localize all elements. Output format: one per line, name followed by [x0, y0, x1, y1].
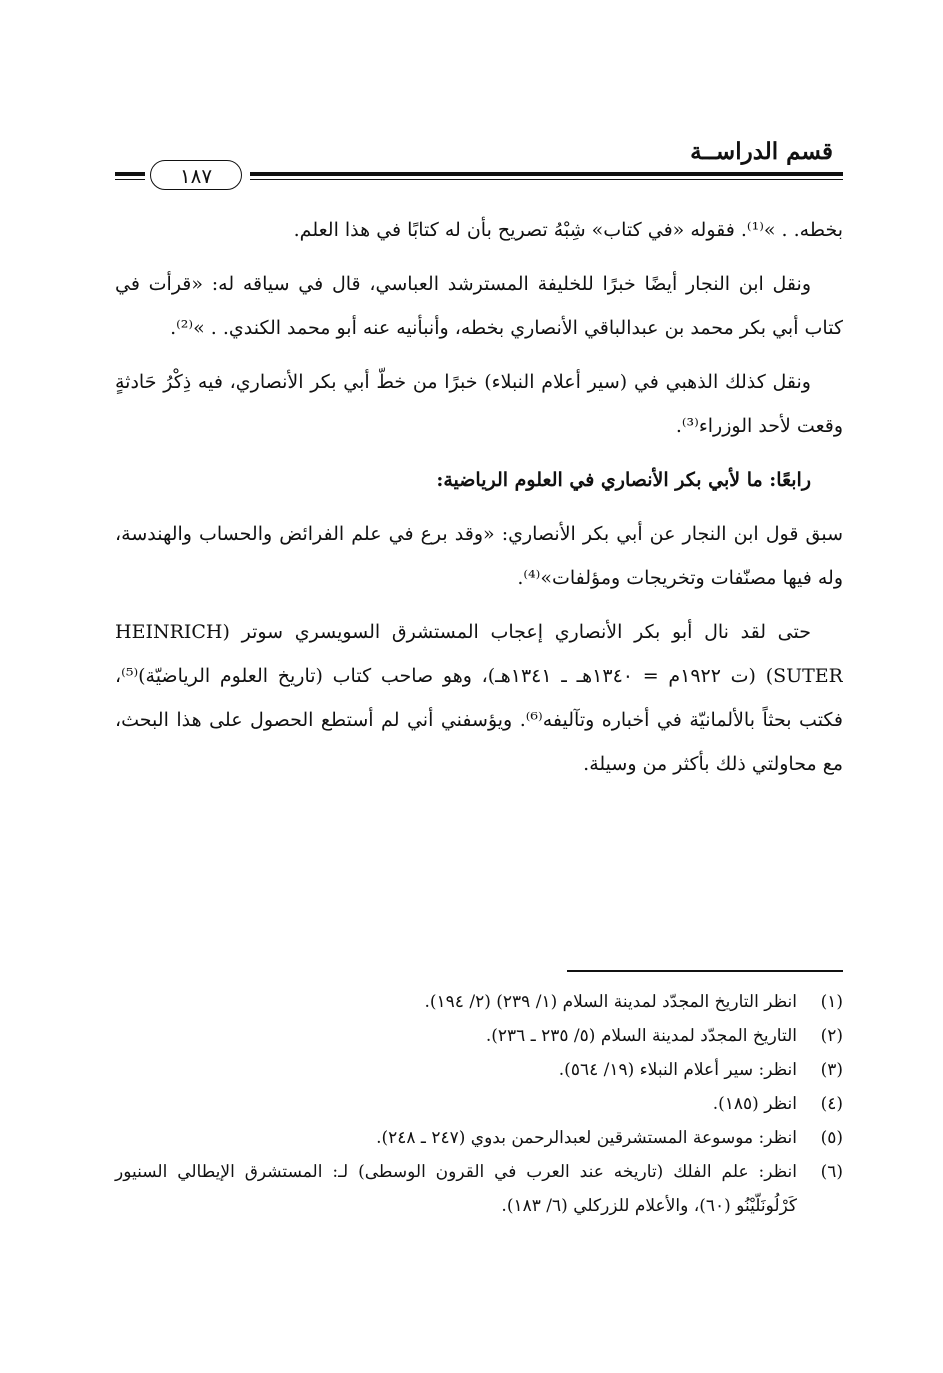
paragraph: سبق قول ابن النجار عن أبي بكر الأنصاري: «وقد برع في علم الفرائض والحساب والهندسة، وله فيها مصنّفات وتخريجات ومؤلفات»⁽⁴⁾. [115, 523, 843, 589]
paragraph: ونقل ابن النجار أيضًا خبرًا للخليفة المسترشد العباسي، قال في سياقه له: «قرأت في كتاب أبي بكر محمد بن عبدالباقي الأنصاري بخطه، وأنبأنيه عنه أبو محمد الكندي. . »⁽²⁾. [115, 273, 843, 339]
header-rule-left-thick [115, 172, 145, 176]
footnote-number: (٥) [820, 1128, 843, 1148]
paragraph-continuation: بخطه. . »⁽¹⁾. فقوله «في كتاب» شِبْهُ تصريح بأن له كتابًا في هذا العلم. [293, 219, 843, 241]
footnote-number: (٢) [820, 1026, 843, 1046]
footnote-number: (٤) [820, 1094, 843, 1114]
footnote-item [115, 1053, 843, 1087]
paragraph: ونقل كذلك الذهبي في (سير أعلام النبلاء) خبرًا من خطّ أبي بكر الأنصاري، فيه ذِكْرُ حَادثةٍ وقعت لأحد الوزراء⁽³⁾. [115, 371, 843, 437]
footnote-text: التاريخ المجدّد لمدينة السلام (٥/ ٢٣٥ ـ ٢٣٦). [485, 1026, 797, 1046]
footnote-item [115, 985, 843, 1019]
footnote-number: (٦) [820, 1162, 843, 1182]
footnote-number: (٣) [820, 1060, 843, 1080]
header-rule-thin [250, 179, 843, 180]
footnote-text: انظر (١٨٥). [712, 1094, 797, 1114]
page-number-badge: ١٨٧ [150, 160, 242, 190]
header-rule-thick [250, 172, 843, 176]
paragraph: حتى لقد نال أبو بكر الأنصاري إعجاب المستشرق السويسري سوتر (HEINRICH SUTER) (ت ١٩٢٢م = ١٣٤٠هـ ـ ١٣٤١هـ)، وهو صاحب كتاب (تاريخ العلوم الرياضيّة)⁽⁵⁾، فكتب بحثاً بالألمانيّة في أخباره وتآليفه⁽⁶⁾. ويؤسفني أني لم أستطع الحصول على هذا البحث، مع محاولتي ذلك بأكثر من وسيلة. [115, 621, 843, 775]
footnote-item [115, 1087, 843, 1121]
footnotes-list [115, 985, 843, 1223]
footnote-text: انظر: علم الفلك (تاريخه عند العرب في القرون الوسطى) لـ: المستشرق الإيطالي السنيور كَرْلُونَلّيْنُو (٦٠)، والأعلام للزركلي (٦/ ١٨٣). [115, 1162, 797, 1216]
footnote-item [115, 1155, 843, 1223]
section-heading: رابعًا: ما لأبي بكر الأنصاري في العلوم الرياضية: [436, 469, 811, 491]
main-text [115, 208, 843, 948]
running-header-title: قسم الدراســة [690, 138, 833, 165]
footnote-number: (١) [820, 992, 843, 1012]
footnote-item [115, 1121, 843, 1155]
footnote-text: انظر: سير أعلام النبلاء (١٩/ ٥٦٤). [558, 1060, 797, 1080]
footnote-text: انظر التاريخ المجدّد لمدينة السلام (١/ ٢٣٩) (٢/ ١٩٤). [424, 992, 797, 1012]
header-rule-left-thin [115, 179, 145, 180]
footnote-separator [567, 970, 843, 972]
footnote-item [115, 1019, 843, 1053]
footnote-text: انظر: موسوعة المستشرقين لعبدالرحمن بدوي (٢٤٧ ـ ٢٤٨). [376, 1128, 797, 1148]
